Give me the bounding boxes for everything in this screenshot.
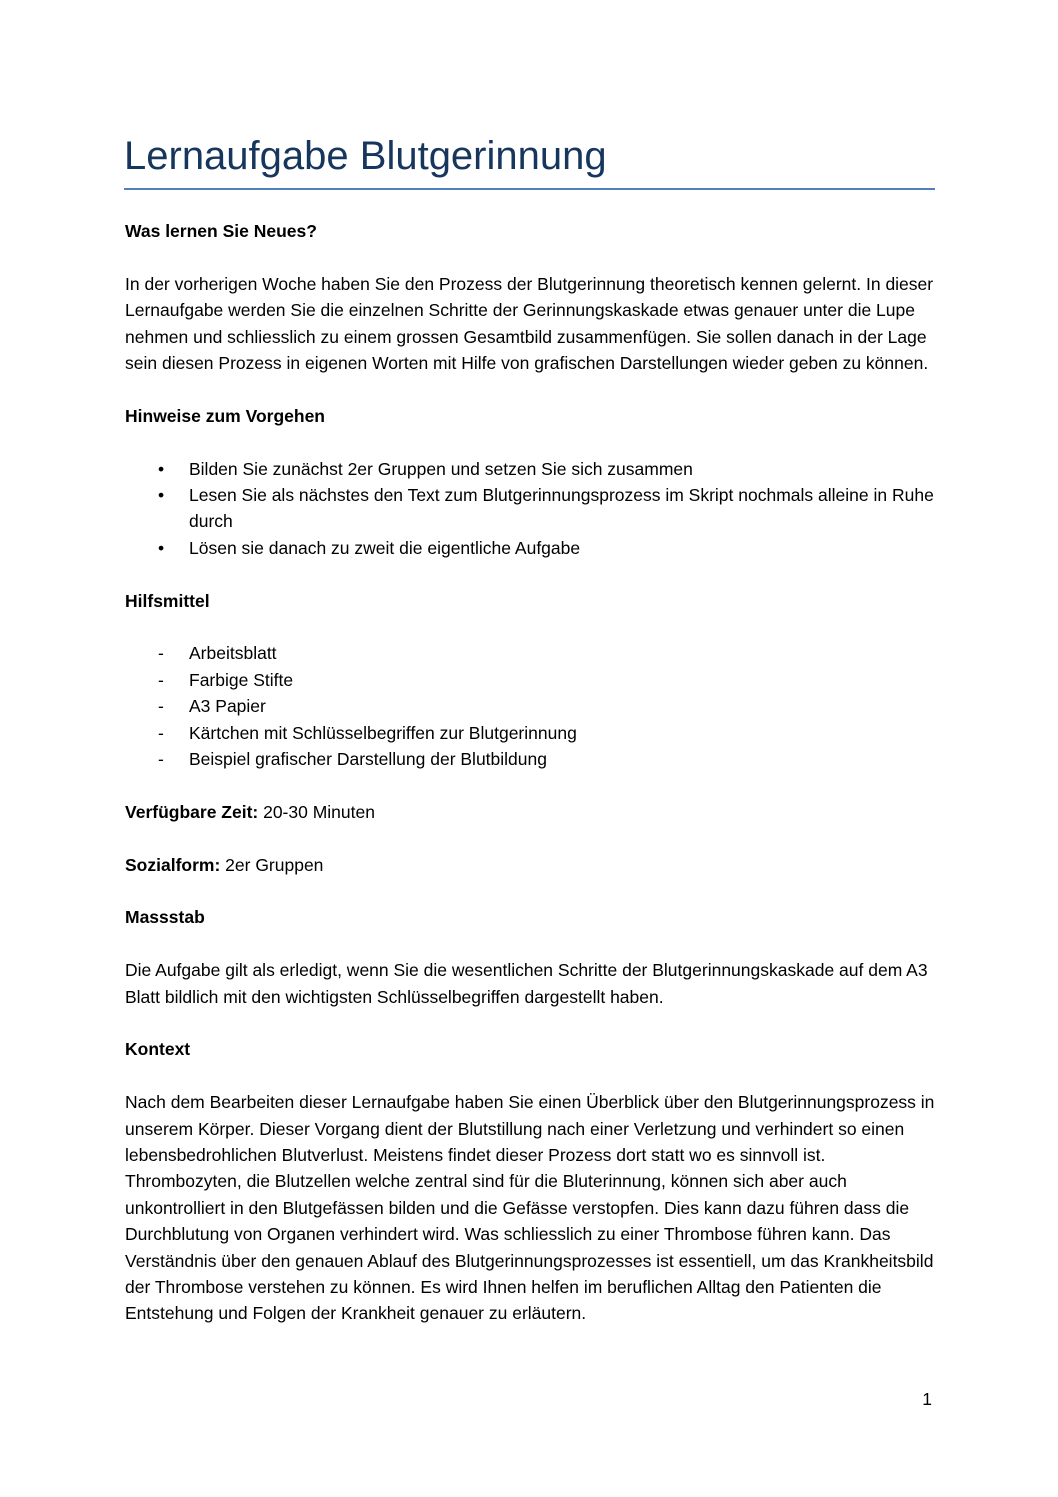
heading-hinweise-zum-vorgehen: Hinweise zum Vorgehen <box>125 405 325 426</box>
available-time <box>125 799 940 825</box>
steps-bullet-list <box>125 456 940 562</box>
list-item: - A3 Papier <box>125 693 940 719</box>
title-underline <box>124 188 935 190</box>
available-time-value: 20-30 Minuten <box>258 801 375 822</box>
document-body <box>125 218 940 1353</box>
heading-massstab: Massstab <box>125 907 205 928</box>
heading-kontext: Kontext <box>125 1039 191 1060</box>
list-item: - Farbige Stifte <box>125 667 940 693</box>
paragraph-kontext: Nach dem Bearbeiten dieser Lernaufgabe haben Sie einen Überblick über den Blutgerinnungsprozess in unserem Körper. Dieser Vorgang dient der Blutstillung nach einer Verletzung und verhindert so einen lebensbedrohlichen Blutverlust. Meistens findet dieser Prozess dort statt wo es sinnvoll ist. Thrombozyten, die Blutzellen welche zentral sind für die Bluterinnung, können sich aber auch unkontrolliert in den Blutgefässen bilden und die Gefässe verstopfen. Dies kann dazu führen dass die Durchblutung von Organen verhindert wird. Was schliesslich zu einer Thrombose führen kann. Das Verständnis über den genauen Ablauf des Blutgerinnungsprozesses ist essentiell, um das Krankheitsbild der Thrombose verstehen zu können. Es wird Ihnen helfen im beruflichen Alltag den Patienten die Entstehung und Folgen der Krankheit genauer zu erläutern. <box>125 1092 935 1324</box>
available-time-label: Verfügbare Zeit: <box>125 801 259 822</box>
document-title: Lernaufgabe Blutgerinnung <box>124 134 607 178</box>
list-item: • Lesen Sie als nächstes den Text zum Blutgerinnungsprozess im Skript nochmals alleine in Ruhe durch <box>125 482 940 535</box>
heading-was-lernen-sie-neues: Was lernen Sie Neues? <box>125 221 317 241</box>
list-item: - Kärtchen mit Schlüsselbegriffen zur Blutgerinnung <box>125 720 940 746</box>
tools-dash-list <box>125 640 940 772</box>
list-item: • Bilden Sie zunächst 2er Gruppen und setzen Sie sich zusammen <box>125 456 940 482</box>
paragraph-massstab: Die Aufgabe gilt als erledigt, wenn Sie die wesentlichen Schritte der Blutgerinnungskaskade auf dem A3 Blatt bildlich mit den wichtigsten Schlüsselbegriffen dargestellt haben. <box>125 960 928 1007</box>
paragraph-was-lernen-sie-neues: In der vorherigen Woche haben Sie den Prozess der Blutgerinnung theoretisch kennen gelernt. In dieser Lernaufgabe werden Sie die einzelnen Schritte der Gerinnungskaskade etwas genauer unter die Lupe nehmen und schliesslich zu einem grossen Gesamtbild zusammenfügen. Sie sollen danach in der Lage sein diesen Prozess in eigenen Worten mit Hilfe von grafischen Darstellungen wieder geben zu können. <box>125 273 934 374</box>
list-item: - Beispiel grafischer Darstellung der Blutbildung <box>125 746 940 772</box>
social-form-label: Sozialform: <box>125 854 221 875</box>
list-item: - Arbeitsblatt <box>125 640 940 666</box>
social-form-value: 2er Gruppen <box>220 854 324 875</box>
heading-hilfsmittel: Hilfsmittel <box>125 590 210 611</box>
page-number: 1 <box>922 1389 932 1409</box>
social-form <box>125 852 940 878</box>
list-item: • Lösen sie danach zu zweit die eigentliche Aufgabe <box>125 535 940 561</box>
